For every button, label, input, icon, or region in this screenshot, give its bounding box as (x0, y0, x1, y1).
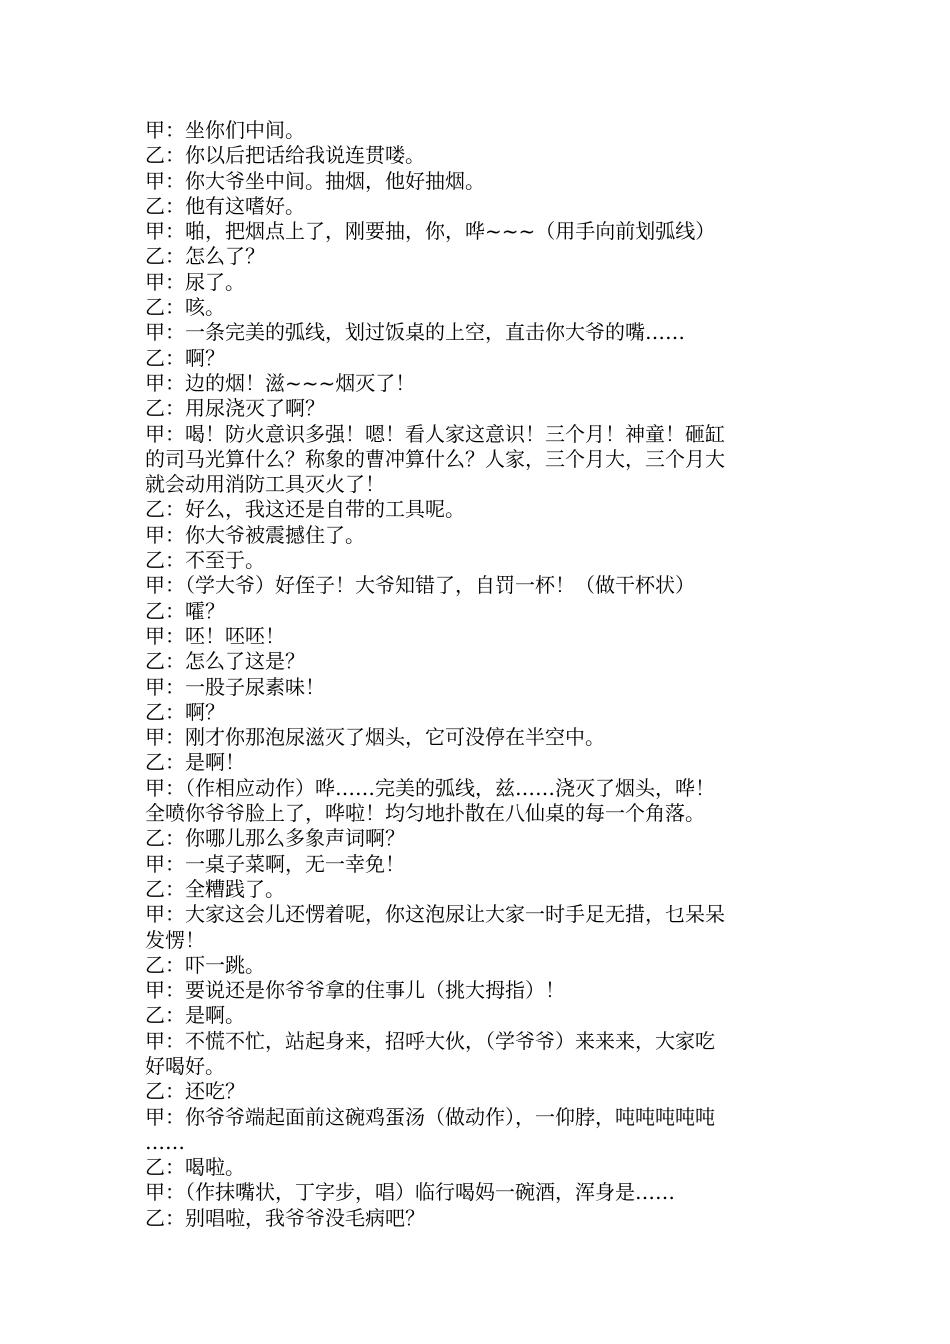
text-line: 乙：喝啦。 (145, 1155, 245, 1180)
text-line: 乙：是啊。 (145, 1003, 245, 1028)
text-line: 乙：他有这嗜好。 (145, 193, 305, 218)
text-line: 乙：咳。 (145, 295, 225, 320)
text-line: 就会动用消防工具灭火了！ (145, 472, 385, 497)
text-line: 全喷你爷爷脸上了，哗啦！均匀地扑散在八仙桌的每一个角落。 (145, 801, 705, 826)
text-line: 乙：啊？ (145, 345, 225, 370)
text-line: 甲：你爷爷端起面前这碗鸡蛋汤（做动作），一仰脖，吨吨吨吨吨 (145, 1104, 715, 1129)
text-line: 甲：尿了。 (145, 269, 245, 294)
text-line: …… (145, 1129, 185, 1154)
text-line: 甲：（作抹嘴状，丁字步，唱）临行喝妈一碗酒，浑身是…… (145, 1180, 675, 1205)
text-line: 甲：你大爷坐中间。抽烟，他好抽烟。 (145, 168, 485, 193)
text-line: 乙：是啊！ (145, 750, 245, 775)
document-page (145, 118, 800, 1231)
text-line: 甲：大家这会儿还愣着呢，你这泡尿让大家一时手足无措，乜呆呆 (145, 902, 725, 927)
text-line: 乙：吓一跳。 (145, 952, 265, 977)
text-line: 甲：要说还是你爷爷拿的住事儿（挑大拇指）！ (145, 978, 565, 1003)
text-line: 甲：不慌不忙，站起身来，招呼大伙，（学爷爷）来来来，大家吃 (145, 1028, 715, 1053)
text-line: 甲：边的烟！滋~~~烟灭了！ (145, 370, 416, 395)
text-line: 乙：你哪儿那么多象声词啊？ (145, 826, 405, 851)
text-line: 乙：好么，我这还是自带的工具呢。 (145, 497, 465, 522)
text-line: 甲：坐你们中间。 (145, 118, 305, 142)
text-line: 乙：啊？ (145, 699, 225, 724)
text-line: 乙：全糟践了。 (145, 876, 285, 901)
text-line: 乙：怎么了？ (145, 244, 265, 269)
text-line: 甲：（作相应动作）哗……完美的弧线，兹……浇灭了烟头，哗！ (145, 775, 715, 800)
text-line: 乙：不至于。 (145, 548, 265, 573)
text-line: 乙：你以后把话给我说连贯喽。 (145, 143, 425, 168)
text-line: 好喝好。 (145, 1053, 225, 1078)
text-line: 甲：一条完美的弧线，划过饭桌的上空，直击你大爷的嘴…… (145, 320, 685, 345)
text-line: 甲：一股子尿素味！ (145, 674, 325, 699)
text-line: 甲：呸！呸呸！ (145, 623, 285, 648)
text-line: 发愣！ (145, 927, 205, 952)
text-line: 甲：喝！防火意识多强！嗯！看人家这意识！三个月！神童！砸缸 (145, 421, 725, 446)
text-line: 甲：啪，把烟点上了，刚要抽，你，哗~~~（用手向前划弧线） (145, 219, 716, 244)
text-line: 乙：嚯？ (145, 598, 225, 623)
text-line: 乙：还吃？ (145, 1079, 245, 1104)
text-line: 甲：（学大爷）好侄子！大爷知错了，自罚一杯！（做干杯状） (145, 573, 695, 598)
text-line: 甲：一桌子菜啊，无一幸免！ (145, 851, 405, 876)
text-line: 乙：别唱啦，我爷爷没毛病吧？ (145, 1205, 425, 1230)
text-line: 乙：用尿浇灭了啊？ (145, 396, 325, 421)
text-line: 甲：你大爷被震撼住了。 (145, 522, 365, 547)
text-line: 的司马光算什么？称象的曹冲算什么？人家，三个月大，三个月大 (145, 446, 725, 471)
text-line: 乙：怎么了这是？ (145, 649, 305, 674)
text-line: 甲：刚才你那泡尿滋灭了烟头，它可没停在半空中。 (145, 725, 605, 750)
